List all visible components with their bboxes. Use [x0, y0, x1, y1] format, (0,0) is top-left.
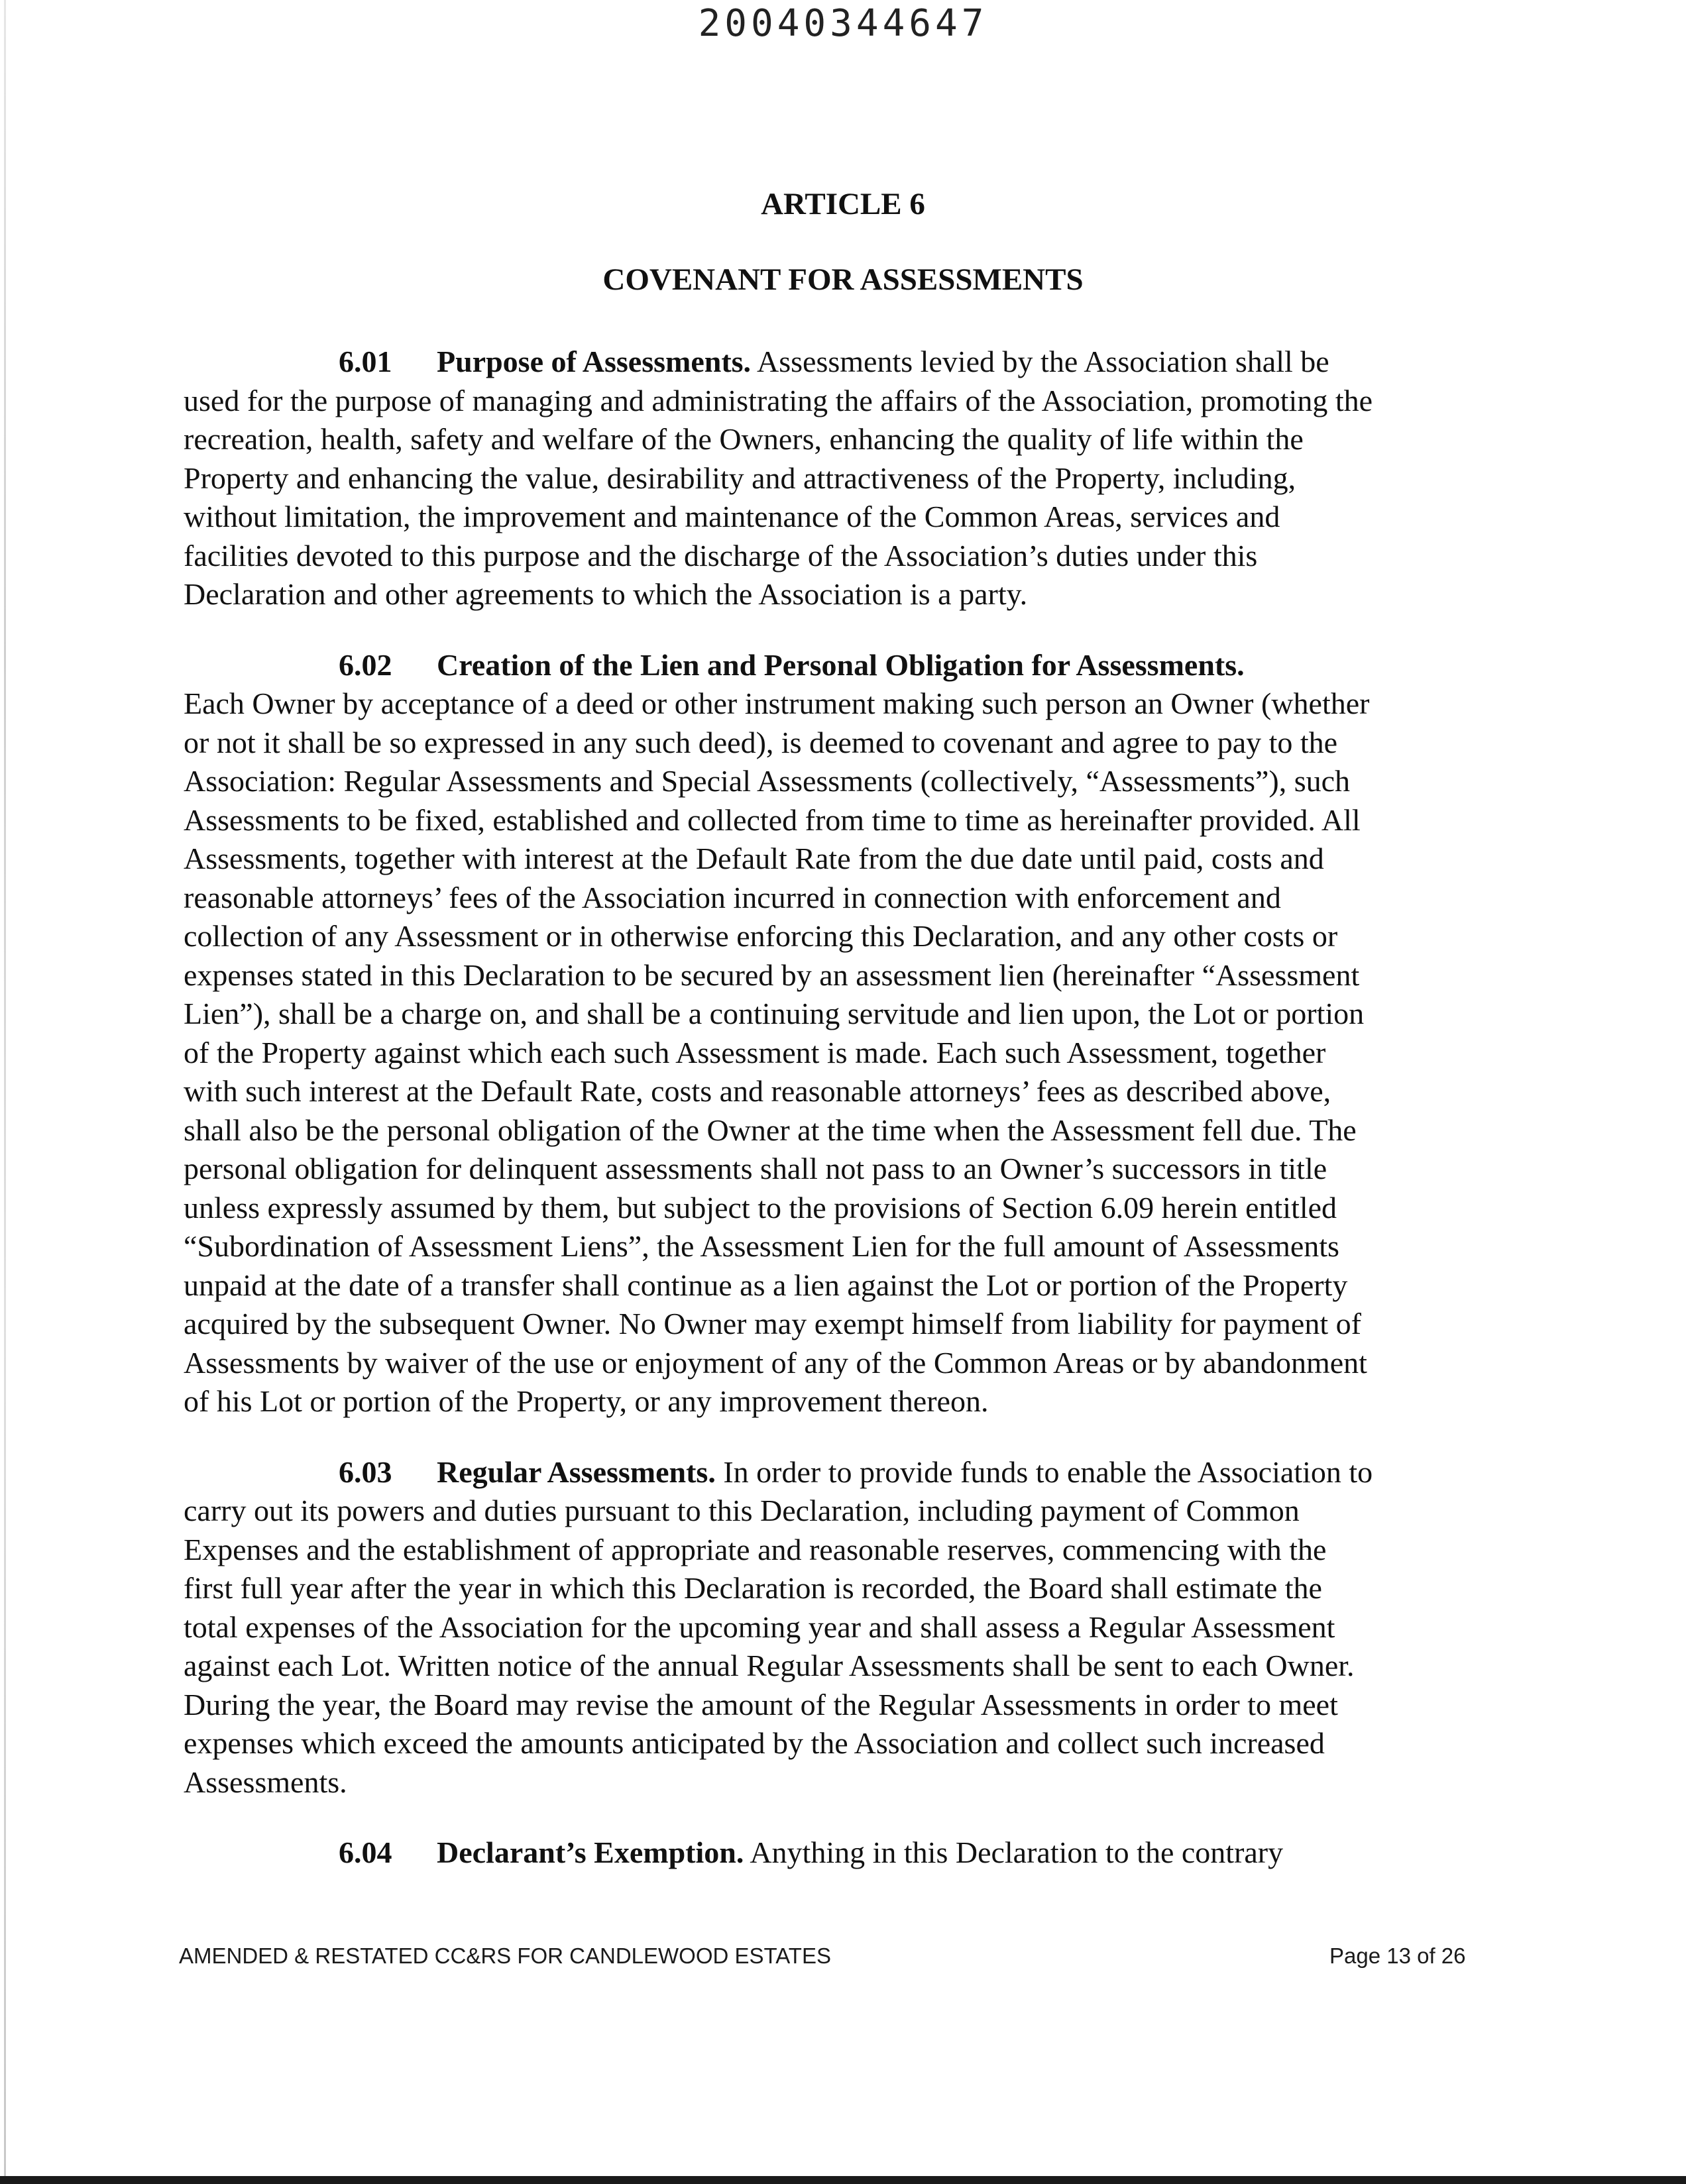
section-number: 6.02: [339, 647, 392, 682]
section-number: 6.04: [339, 1835, 392, 1869]
footer-document-title: AMENDED & RESTATED CC&RS FOR CANDLEWOOD ESTATES: [179, 1943, 831, 1968]
section-heading: Creation of the Lien and Personal Obligation for Assessments.: [437, 647, 1245, 682]
section-6-02: [184, 646, 1489, 1421]
article-title: COVENANT FOR ASSESSMENTS: [602, 262, 1084, 297]
section-number: 6.03: [339, 1454, 392, 1489]
scan-edge-left: [4, 0, 6, 2184]
section-text: In order to provide funds to enable the Association to carry out its powers and duties pursuant to this Declaration, including payment of Common Expenses and the establishment of appropriate and reasonable reserves, commencing with the first full year after the year in which this Declaration is recorded, the Board shall estimate the total expenses of the Association for the upcoming year and shall assess a Regular Assessment against each Lot. Written notice of the annual Regular Assessments shall be sent to each Owner. During the year, the Board may revise the amount of the Regular Assessments in order to meet expenses which exceed the amounts anticipated by the Association and collect such increased Assessments.: [184, 1454, 1373, 1799]
scan-edge-bottom: [0, 2176, 1686, 2184]
article-label: ARTICLE 6: [761, 187, 925, 221]
section-heading: Declarant’s Exemption.: [437, 1835, 744, 1869]
section-text: Each Owner by acceptance of a deed or other instrument making such person an Owner (whether or not it shall be so expressed in any such deed), is deemed to covenant and agree to pay to the Association: Regular Assessments and Special Assessments (collectively, “Assessments”), such Assessments to be fixed, established and collected from time to time as hereinafter provided. All Assessments, together with interest at the Default Rate from the due date until paid, costs and reasonable attorneys’ fees of the Association incurred in connection with enforcement and collection of any Assessment or in otherwise enforcing this Declaration, and any other costs or expenses stated in this Declaration to be secured by an assessment lien (hereinafter “Assessment Lien”), shall be a charge on, and shall be a continuing servitude and lien upon, the Lot or portion of the Property against which each such Assessment is made. Each such Assessment, together with such interest at the Default Rate, costs and reasonable attorneys’ fees as described above, shall also be the personal obligation of the Owner at the time when the Assessment fell due. The personal obligation for delinquent assessments shall not pass to an Owner’s successors in title unless expressly assumed by them, but subject to the provisions of Section 6.09 herein entitled “Subordination of Assessment Liens”, the Assessment Lien for the full amount of Assessments unpaid at the date of a transfer shall continue as a lien against the Lot or portion of the Property acquired by the subsequent Owner. No Owner may exempt himself from liability for payment of Assessments by waiver of the use or enjoyment of any of the Common Areas or by abandonment of his Lot or portion of the Property, or any improvement thereon.: [184, 686, 1370, 1418]
section-text: Anything in this Declaration to the contrary: [744, 1835, 1284, 1869]
section-6-04: [184, 1833, 1489, 1873]
section-6-01: [184, 343, 1489, 614]
document-number: 20040344647: [698, 2, 988, 45]
section-heading: Regular Assessments.: [437, 1454, 716, 1489]
body-text: [184, 343, 1489, 1904]
section-number: 6.01: [339, 345, 392, 378]
footer-page-number: Page 13 of 26: [1329, 1943, 1466, 1968]
section-text: Assessments levied by the Association shall be used for the purpose of managing and administrating the affairs of the Association, promoting the recreation, health, safety and welfare of the Owners, enhancing the quality of life within the Property and enhancing the value, desirability and attractiveness of the Property, including, without limitation, the improvement and maintenance of the Common Areas, services and facilities devoted to this purpose and the discharge of the Association’s duties under this Declaration and other agreements to which the Association is a party.: [184, 345, 1373, 611]
section-heading: Purpose of Assessments.: [437, 345, 752, 378]
section-6-03: [184, 1453, 1489, 1802]
